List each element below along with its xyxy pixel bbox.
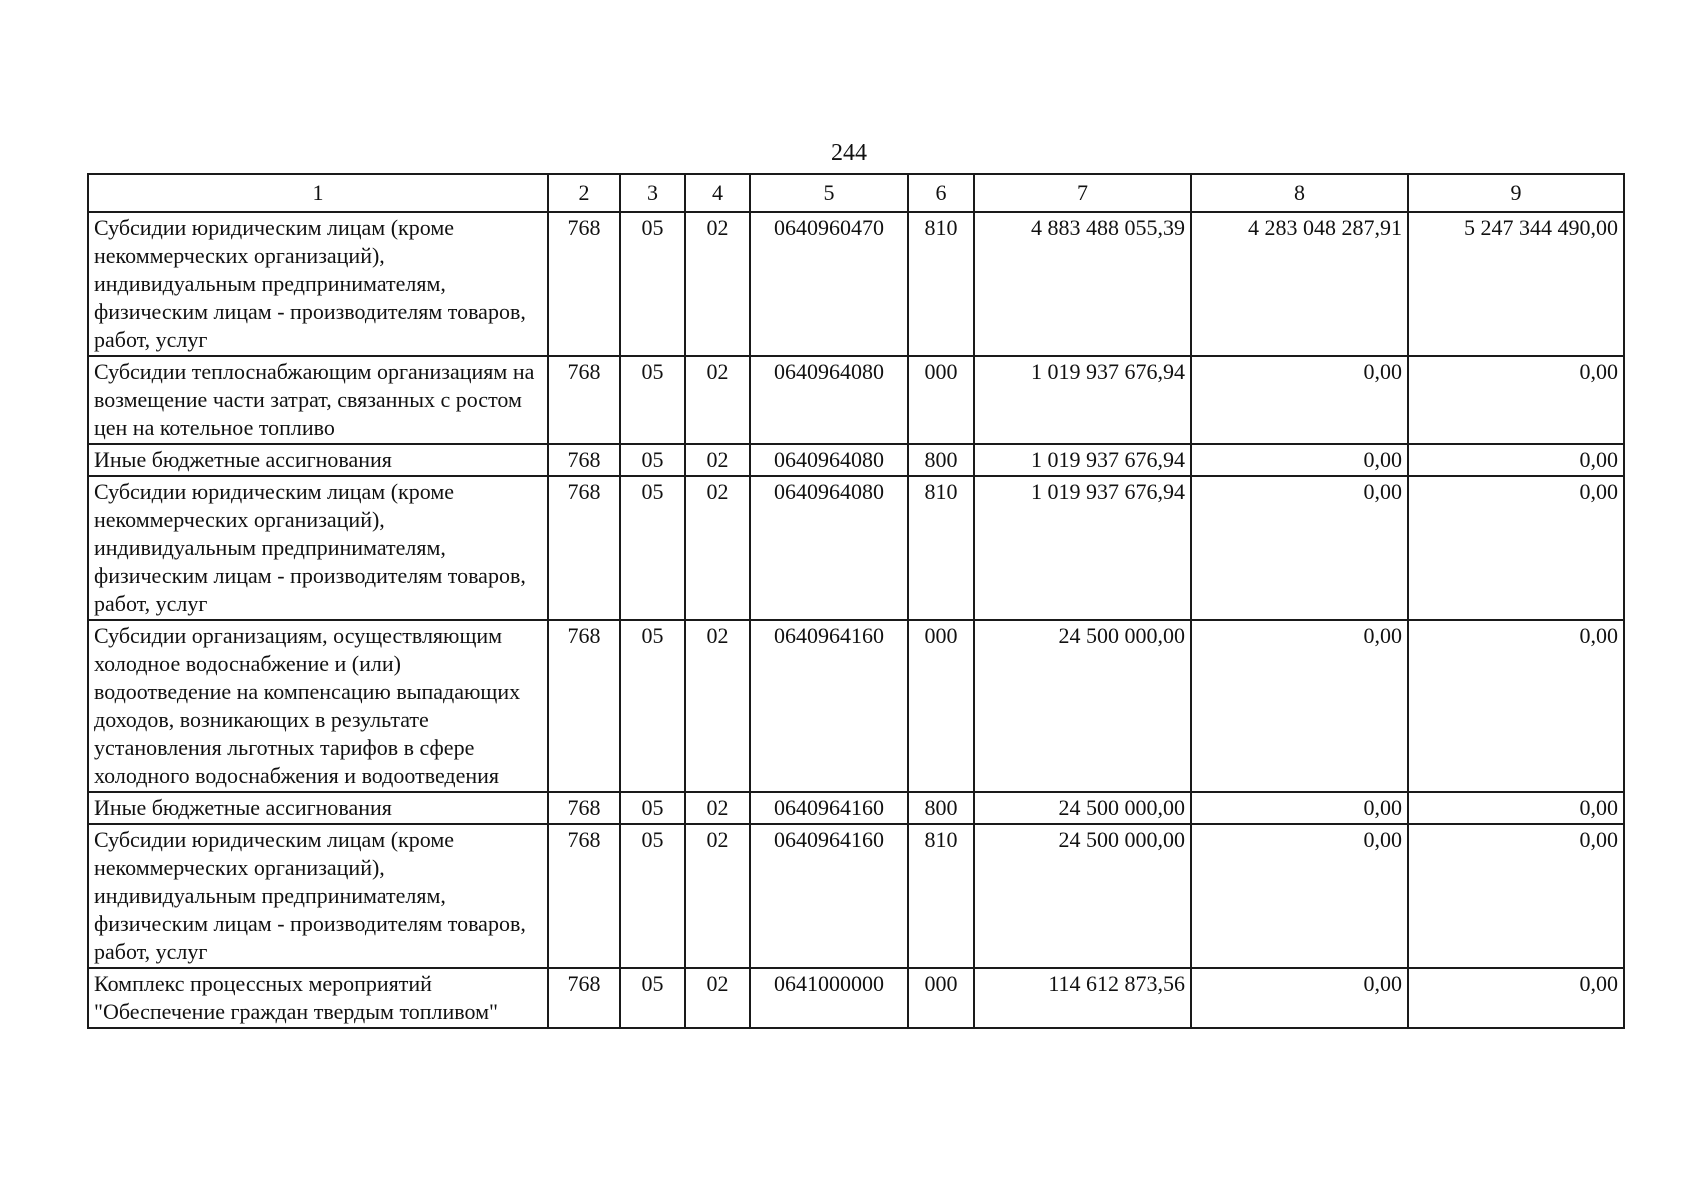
amount-col-7: 114 612 873,56: [974, 968, 1191, 1028]
code-col-2: 768: [548, 968, 620, 1028]
code-col-4: 02: [685, 824, 750, 968]
code-col-3: 05: [620, 792, 685, 824]
code-col-6: 810: [908, 824, 974, 968]
code-col-4: 02: [685, 444, 750, 476]
amount-col-7: 4 883 488 055,39: [974, 212, 1191, 356]
table-row: [88, 792, 1624, 824]
row-name: Субсидии юридическим лицам (кроме некоммерческих организаций), индивидуальным предпринимателям, физическим лицам - производителям товаров, работ, услуг: [88, 476, 548, 620]
amount-col-8: 0,00: [1191, 792, 1408, 824]
code-col-2: 768: [548, 824, 620, 968]
page-number: 244: [831, 140, 867, 166]
budget-table: [87, 173, 1625, 1029]
code-col-3: 05: [620, 620, 685, 792]
amount-col-8: 0,00: [1191, 356, 1408, 444]
table-row: [88, 620, 1624, 792]
code-col-4: 02: [685, 792, 750, 824]
table-row: [88, 968, 1624, 1028]
table-row: [88, 356, 1624, 444]
code-col-4: 02: [685, 476, 750, 620]
code-col-6: 810: [908, 476, 974, 620]
amount-col-9: 0,00: [1408, 824, 1624, 968]
code-col-6: 800: [908, 792, 974, 824]
column-header: 4: [685, 174, 750, 212]
code-col-3: 05: [620, 476, 685, 620]
code-col-6: 000: [908, 356, 974, 444]
amount-col-7: 1 019 937 676,94: [974, 356, 1191, 444]
amount-col-9: 0,00: [1408, 792, 1624, 824]
amount-col-8: 4 283 048 287,91: [1191, 212, 1408, 356]
code-col-5: 0640964160: [750, 792, 908, 824]
code-col-6: 000: [908, 968, 974, 1028]
code-col-2: 768: [548, 444, 620, 476]
code-col-2: 768: [548, 620, 620, 792]
code-col-4: 02: [685, 620, 750, 792]
column-header: 1: [88, 174, 548, 212]
amount-col-9: 0,00: [1408, 476, 1624, 620]
code-col-6: 810: [908, 212, 974, 356]
row-name: Иные бюджетные ассигнования: [88, 792, 548, 824]
code-col-5: 0640964080: [750, 444, 908, 476]
amount-col-9: 0,00: [1408, 620, 1624, 792]
column-header: 6: [908, 174, 974, 212]
code-col-5: 0640964160: [750, 824, 908, 968]
amount-col-9: 0,00: [1408, 444, 1624, 476]
row-name: Субсидии юридическим лицам (кроме некоммерческих организаций), индивидуальным предпринимателям, физическим лицам - производителям товаров, работ, услуг: [88, 212, 548, 356]
code-col-5: 0640964080: [750, 476, 908, 620]
column-header: 5: [750, 174, 908, 212]
amount-col-8: 0,00: [1191, 476, 1408, 620]
table-row: [88, 212, 1624, 356]
code-col-5: 0641000000: [750, 968, 908, 1028]
code-col-2: 768: [548, 476, 620, 620]
code-col-4: 02: [685, 212, 750, 356]
amount-col-9: 0,00: [1408, 356, 1624, 444]
code-col-2: 768: [548, 356, 620, 444]
amount-col-9: 5 247 344 490,00: [1408, 212, 1624, 356]
code-col-5: 0640960470: [750, 212, 908, 356]
amount-col-8: 0,00: [1191, 620, 1408, 792]
code-col-3: 05: [620, 824, 685, 968]
row-name: Субсидии юридическим лицам (кроме некоммерческих организаций), индивидуальным предпринимателям, физическим лицам - производителям товаров, работ, услуг: [88, 824, 548, 968]
code-col-5: 0640964160: [750, 620, 908, 792]
amount-col-7: 1 019 937 676,94: [974, 444, 1191, 476]
table-row: [88, 476, 1624, 620]
column-header: 9: [1408, 174, 1624, 212]
column-header: 8: [1191, 174, 1408, 212]
code-col-4: 02: [685, 968, 750, 1028]
code-col-6: 800: [908, 444, 974, 476]
row-name: Иные бюджетные ассигнования: [88, 444, 548, 476]
amount-col-8: 0,00: [1191, 968, 1408, 1028]
code-col-3: 05: [620, 356, 685, 444]
amount-col-7: 24 500 000,00: [974, 824, 1191, 968]
row-name: Субсидии организациям, осуществляющим холодное водоснабжение и (или) водоотведение на компенсацию выпадающих доходов, возникающих в результате установления льготных тарифов в сфере холодного водоснабжения и водоотведения: [88, 620, 548, 792]
amount-col-9: 0,00: [1408, 968, 1624, 1028]
amount-col-8: 0,00: [1191, 444, 1408, 476]
code-col-5: 0640964080: [750, 356, 908, 444]
row-name: Субсидии теплоснабжающим организациям на возмещение части затрат, связанных с ростом цен на котельное топливо: [88, 356, 548, 444]
column-header: 3: [620, 174, 685, 212]
table-row: [88, 824, 1624, 968]
table-row: [88, 444, 1624, 476]
code-col-6: 000: [908, 620, 974, 792]
code-col-3: 05: [620, 212, 685, 356]
amount-col-8: 0,00: [1191, 824, 1408, 968]
code-col-3: 05: [620, 444, 685, 476]
code-col-3: 05: [620, 968, 685, 1028]
amount-col-7: 1 019 937 676,94: [974, 476, 1191, 620]
amount-col-7: 24 500 000,00: [974, 620, 1191, 792]
code-col-4: 02: [685, 356, 750, 444]
column-header: 2: [548, 174, 620, 212]
row-name: Комплекс процессных мероприятий "Обеспечение граждан твердым топливом": [88, 968, 548, 1028]
amount-col-7: 24 500 000,00: [974, 792, 1191, 824]
table-header-row: [88, 174, 1624, 212]
column-header: 7: [974, 174, 1191, 212]
code-col-2: 768: [548, 792, 620, 824]
code-col-2: 768: [548, 212, 620, 356]
